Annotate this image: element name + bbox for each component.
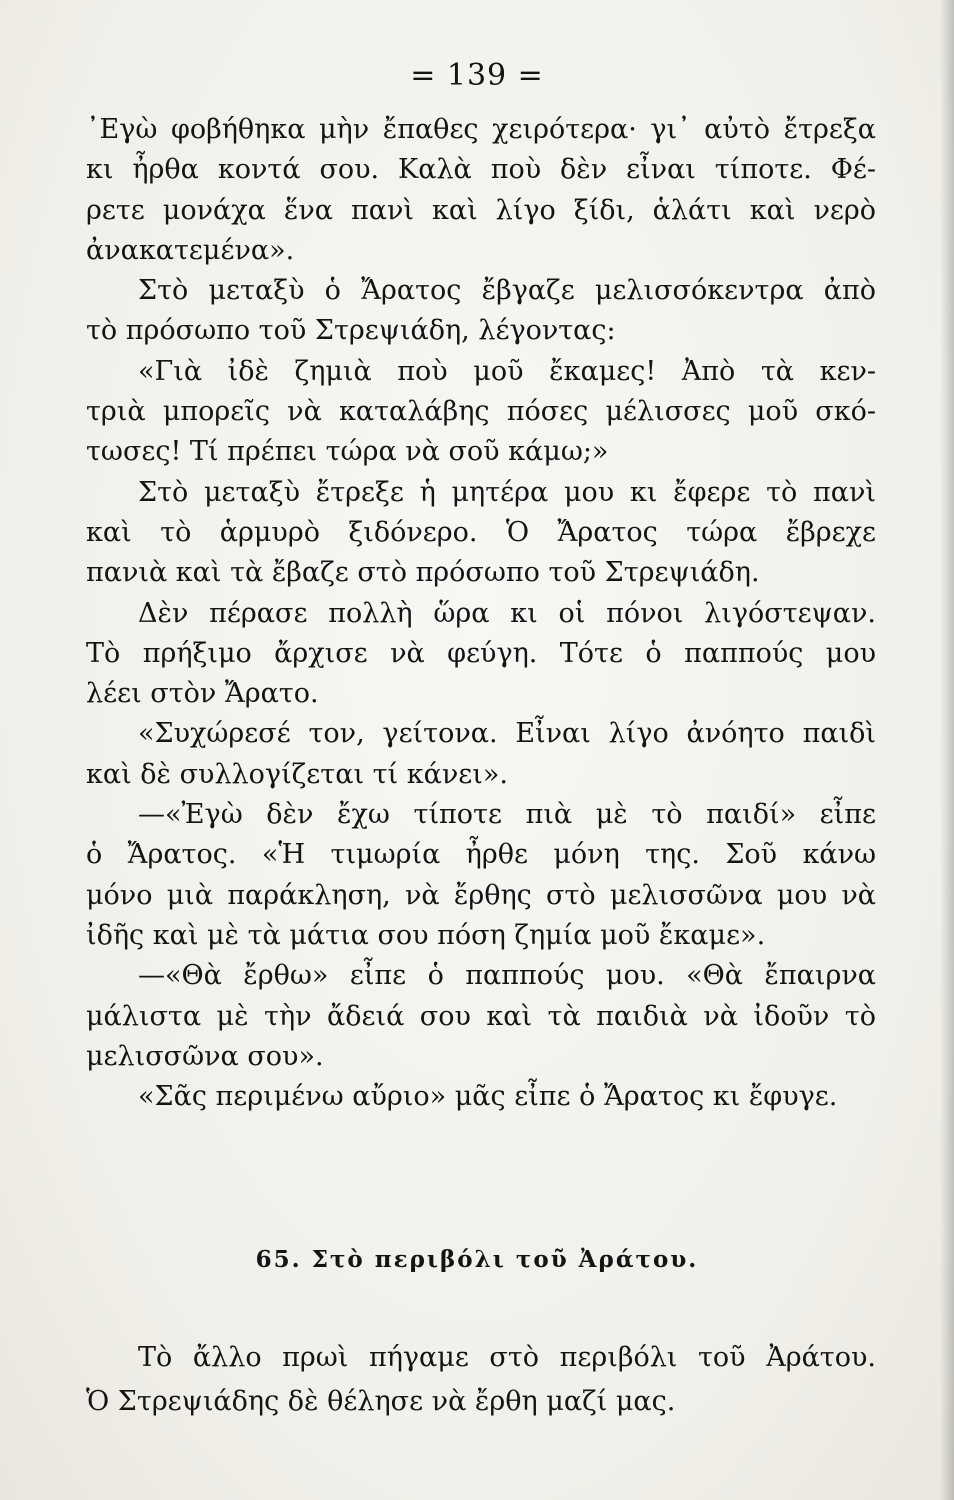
text-line: τὸ πρόσωπο τοῦ Στρεψιάδη, λέγοντας: xyxy=(86,315,616,347)
text-line: κι ἦρθα κοντά σου. Καλὰ ποὺ δὲν εἶναι τίποτε. Φέ- xyxy=(86,154,876,186)
text-line: Τὸ πρήξιμο ἄρχισε νὰ φεύγη. Τότε ὁ παππούς μου xyxy=(86,637,876,669)
section-text xyxy=(86,1336,876,1424)
text-line: μόνο μιὰ παράκληση, νὰ ἔρθης στὸ μελισσῶνα μου νὰ xyxy=(86,879,876,911)
text-line: ὁ Ἄρατος. «Ἡ τιμωρία ἦρθε μόνη της. Σοῦ κάνω xyxy=(86,839,876,871)
text-line: λέει στὸν Ἄρατο. xyxy=(86,678,319,710)
text-line: τριὰ μπορεῖς νὰ καταλάβης πόσες μέλισσες μοῦ σκό- xyxy=(86,396,876,428)
text-line: «Σᾶς περιμένω αὔριο» μᾶς εἶπε ὁ Ἄρατος κι ἔφυγε. xyxy=(138,1081,838,1113)
text-line: μελισσῶνα σου». xyxy=(86,1040,324,1072)
text-line: —«Ἐγὼ δὲν ἔχω τίποτε πιὰ μὲ τὸ παιδί» εἶπε xyxy=(138,799,876,831)
text-line: «Συχώρεσέ τον, γείτονα. Εἶναι λίγο ἀνόητο παιδὶ xyxy=(138,718,876,750)
text-line: πανιὰ καὶ τὰ ἔβαζε στὸ πρόσωπο τοῦ Στρεψιάδη. xyxy=(86,557,760,589)
page-edge-shadow xyxy=(940,0,954,1500)
text-line: ᾿Εγὼ φοβήθηκα μὴν ἔπαθες χειρότερα· γι᾿ αὐτὸ ἔτρεξα xyxy=(86,114,876,145)
text-line: ἀνακατεμένα». xyxy=(86,234,295,266)
page-number: = 139 = xyxy=(410,58,544,93)
text-line: τωσες! Τί πρέπει τώρα νὰ σοῦ κάμω;» xyxy=(86,436,609,468)
text-line: «Γιὰ ἰδὲ ζημιὰ ποὺ μοῦ ἔκαμες! Ἀπὸ τὰ κεν- xyxy=(138,355,876,387)
text-line: Δὲν πέρασε πολλὴ ὥρα κι οἱ πόνοι λιγόστεψαν. xyxy=(138,597,876,629)
text-line: Τὸ ἄλλο πρωὶ πήγαμε στὸ περιβόλι τοῦ Ἀράτου. xyxy=(138,1342,876,1373)
text-line: Ὁ Στρεψιάδης δὲ θέλησε νὰ ἔρθη μαζί μας. xyxy=(86,1386,676,1417)
section-heading: 65. Στὸ περιβόλι τοῦ Ἀράτου. xyxy=(255,1246,699,1273)
text-line: —«Θὰ ἔρθω» εἶπε ὁ παππούς μου. «Θὰ ἔπαιρνα xyxy=(138,960,876,992)
text-line: Στὸ μεταξὺ ὁ Ἄρατος ἔβγαζε μελισσόκεντρα ἀπὸ xyxy=(138,275,876,307)
text-line: ἰδῆς καὶ μὲ τὰ μάτια σου πόση ζημία μοῦ ἔκαμε». xyxy=(86,919,766,951)
text-line: μάλιστα μὲ τὴν ἄδειά σου καὶ τὰ παιδιὰ νὰ ἰδοῦν τὸ xyxy=(86,1000,876,1032)
text-line: καὶ τὸ ἁρμυρὸ ξιδόνερο. Ὁ Ἄρατος τώρα ἔβρεχε xyxy=(86,516,876,548)
text-line: Στὸ μεταξὺ ἔτρεξε ἡ μητέρα μου κι ἔφερε τὸ πανὶ xyxy=(138,476,876,508)
text-line: ρετε μονάχα ἕνα πανὶ καὶ λίγο ξίδι, ἁλάτι καὶ νερὸ xyxy=(86,194,876,226)
text-line: καὶ δὲ συλλογίζεται τί κάνει». xyxy=(86,758,508,790)
body-text xyxy=(86,110,876,1117)
